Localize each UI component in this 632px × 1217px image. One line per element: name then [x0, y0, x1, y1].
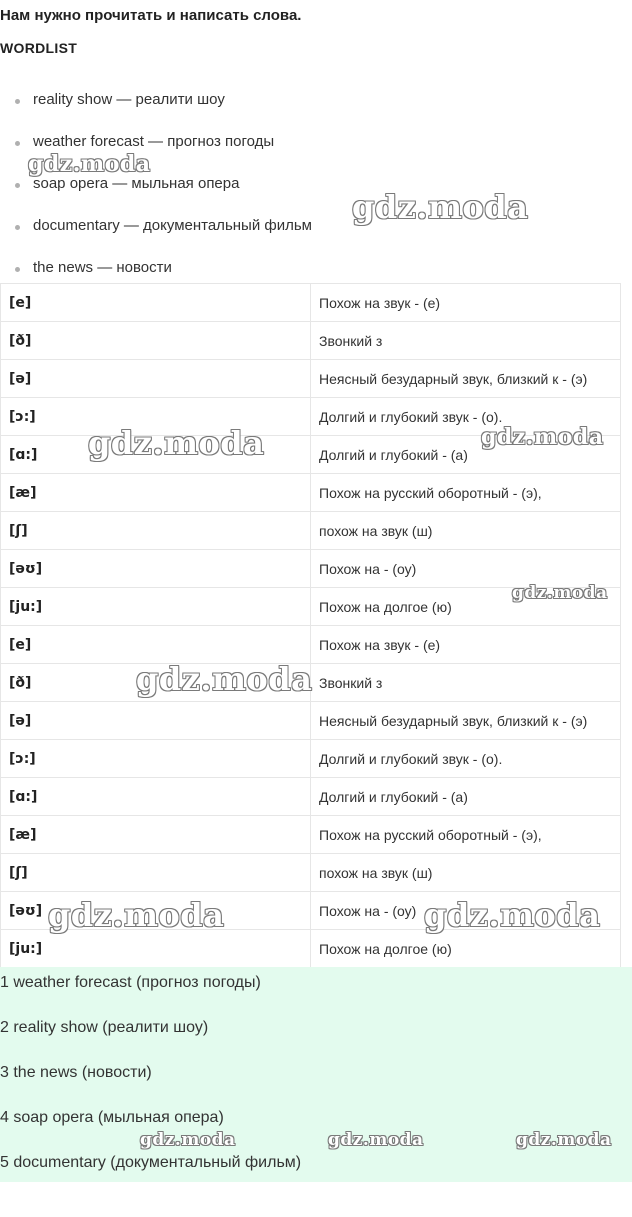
phonetic-description: Звонкий з: [311, 664, 621, 702]
phonetic-symbol: [æ]: [1, 816, 311, 854]
table-row: [1, 398, 621, 436]
phonetic-description: похож на звук (ш): [311, 854, 621, 892]
phonetic-description: Похож на долгое (ю): [311, 930, 621, 968]
phonetic-symbol: [ʃ]: [1, 854, 311, 892]
phonetic-description: Похож на - (оу): [311, 892, 621, 930]
table-row: [1, 626, 621, 664]
phonetic-description: Похож на долгое (ю): [311, 588, 621, 626]
table-row: [1, 550, 621, 588]
phonetic-symbol: [ɑ:]: [1, 436, 311, 474]
watermark: gdz.moda: [28, 151, 151, 177]
phonetic-symbol: [ɔ:]: [1, 398, 311, 436]
table-row: [1, 512, 621, 550]
wordlist-item-text: documentary — документальный фильм: [33, 217, 312, 234]
table-row: [1, 588, 621, 626]
answer-item: 5 documentary (документальный фильм): [0, 1154, 302, 1171]
wordlist-item-text: weather forecast — прогноз погоды: [33, 133, 275, 150]
wordlist-item-text: reality show — реалити шоу: [33, 91, 225, 108]
watermark: gdz.moda: [328, 1130, 424, 1150]
answer-item: 2 reality show (реалити шоу): [0, 1019, 209, 1036]
phonetic-symbol: [əʊ]: [1, 550, 311, 588]
phonetic-description: Похож на - (оу): [311, 550, 621, 588]
phonetic-symbol: [ʃ]: [1, 512, 311, 550]
answer-item: 3 the news (новости): [0, 1064, 152, 1081]
phonetic-description: Неясный безударный звук, близкий к - (э): [311, 702, 621, 740]
phonetic-description: Звонкий з: [311, 322, 621, 360]
table-row: [1, 474, 621, 512]
answer-item: 1 weather forecast (прогноз погоды): [0, 974, 261, 991]
wordlist-item: [0, 214, 312, 256]
table-row: [1, 854, 621, 892]
phonetic-symbol: [ju:]: [1, 930, 311, 968]
table-row: [1, 892, 621, 930]
table-row: [1, 702, 621, 740]
bullet-icon: [15, 225, 20, 230]
wordlist-item-text: soap opera — мыльная опера: [33, 175, 240, 192]
phonetic-symbol: [e]: [1, 626, 311, 664]
phonetic-symbol: [ɔ:]: [1, 740, 311, 778]
watermark: gdz.moda: [88, 424, 265, 462]
watermark: gdz.moda: [352, 188, 529, 226]
table-row: [1, 664, 621, 702]
phonetic-description: Долгий и глубокий - (а): [311, 436, 621, 474]
phonetic-symbol: [æ]: [1, 474, 311, 512]
answers-block: [0, 967, 632, 1182]
wordlist: [0, 88, 312, 298]
phonetic-description: Долгий и глубокий звук - (о).: [311, 740, 621, 778]
table-row: [1, 360, 621, 398]
phonetic-symbol: [ð]: [1, 322, 311, 360]
phonetic-symbol: [əʊ]: [1, 892, 311, 930]
phonetic-symbol: [ð]: [1, 664, 311, 702]
phonetic-symbol: [ju:]: [1, 588, 311, 626]
table-row: [1, 816, 621, 854]
phonetic-description: Похож на русский оборотный - (э),: [311, 816, 621, 854]
wordlist-heading: WORDLIST: [0, 40, 78, 56]
phonetic-description: похож на звук (ш): [311, 512, 621, 550]
watermark: gdz.moda: [48, 896, 225, 934]
watermark: gdz.moda: [140, 1130, 236, 1150]
phonetic-symbol: [ə]: [1, 702, 311, 740]
bullet-icon: [15, 267, 20, 272]
table-row: [1, 778, 621, 816]
watermark: gdz.moda: [516, 1130, 612, 1150]
phonetic-symbol: [ə]: [1, 360, 311, 398]
answer-item: 4 soap opera (мыльная опера): [0, 1109, 224, 1126]
wordlist-item: [0, 172, 312, 214]
table-row: [1, 436, 621, 474]
phonetic-description: Долгий и глубокий звук - (о).: [311, 398, 621, 436]
table-row: [1, 930, 621, 968]
phonetic-description: Долгий и глубокий - (а): [311, 778, 621, 816]
bullet-icon: [15, 141, 20, 146]
table-row: [1, 322, 621, 360]
bullet-icon: [15, 183, 20, 188]
phonetic-description: Похож на звук - (е): [311, 284, 621, 322]
phonetic-symbol: [ɑ:]: [1, 778, 311, 816]
wordlist-item-text: the news — новости: [33, 259, 172, 276]
phonetic-description: Похож на звук - (е): [311, 626, 621, 664]
phonetic-symbol: [e]: [1, 284, 311, 322]
wordlist-item: [0, 88, 312, 130]
phonetic-description: Похож на русский оборотный - (э),: [311, 474, 621, 512]
wordlist-item: [0, 130, 312, 172]
task-intro: Нам нужно прочитать и написать слова.: [0, 7, 302, 24]
watermark: gdz.moda: [512, 583, 608, 603]
bullet-icon: [15, 99, 20, 104]
watermark: gdz.moda: [136, 660, 313, 698]
watermark: gdz.moda: [424, 896, 601, 934]
table-row: [1, 284, 621, 322]
phonetic-description: Неясный безударный звук, близкий к - (э): [311, 360, 621, 398]
phonetics-table: [0, 283, 621, 968]
watermark: gdz.moda: [481, 424, 604, 450]
table-row: [1, 740, 621, 778]
